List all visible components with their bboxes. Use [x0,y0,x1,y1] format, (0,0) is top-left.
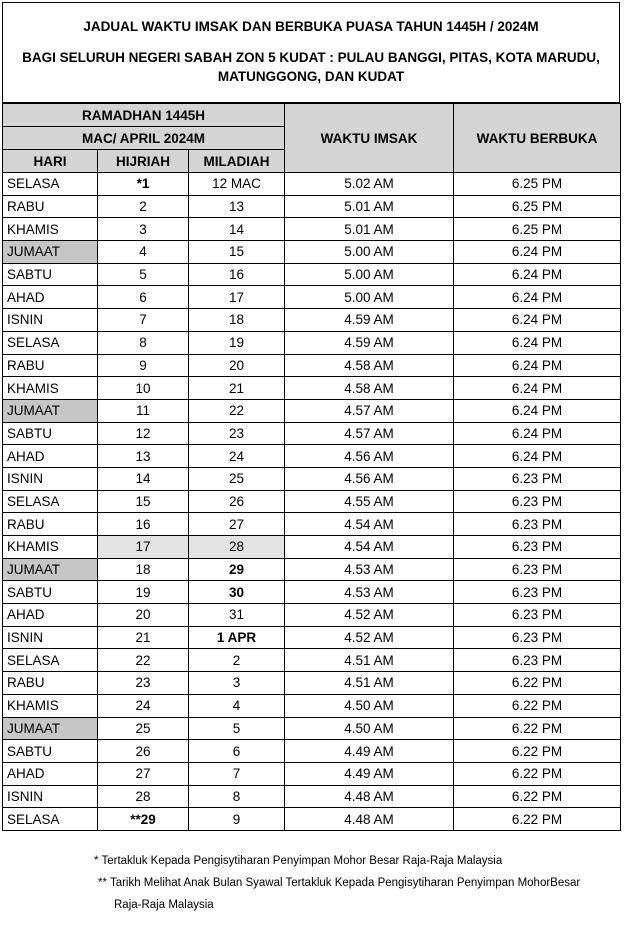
table-row [3,513,621,536]
table-row [3,422,621,445]
schedule-table [2,103,621,831]
cell-berbuka: 6.23 PM [454,467,621,490]
cell-imsak: 4.51 AM [285,672,454,695]
cell-hari: ISNIN [3,626,98,649]
table-row [3,626,621,649]
cell-berbuka: 6.23 PM [454,490,621,513]
table-row [3,785,621,808]
cell-miladiah: 17 [189,286,285,309]
cell-berbuka: 6.23 PM [454,604,621,627]
cell-hijriah: 27 [98,762,189,785]
cell-hari: AHAD [3,445,98,468]
cell-hari: AHAD [3,286,98,309]
cell-berbuka: 6.23 PM [454,581,621,604]
cell-imsak: 4.49 AM [285,762,454,785]
cell-berbuka: 6.23 PM [454,649,621,672]
cell-imsak: 4.54 AM [285,536,454,559]
footnote-2-cont: Raja-Raja Malaysia [114,899,214,911]
cell-imsak: 4.48 AM [285,808,454,831]
cell-imsak: 4.57 AM [285,399,454,422]
table-row [3,536,621,559]
footnote-1: * Tertakluk Kepada Pengisytiharan Penyimpan Mohor Besar Raja-Raja Malaysia [94,855,503,867]
cell-imsak: 4.58 AM [285,354,454,377]
cell-hijriah: 11 [98,399,189,422]
cell-imsak: 4.51 AM [285,649,454,672]
cell-hijriah: 8 [98,331,189,354]
cell-hari: RABU [3,195,98,218]
cell-miladiah: 18 [189,309,285,332]
cell-miladiah: 20 [189,354,285,377]
table-row [3,263,621,286]
table-row [3,694,621,717]
cell-hari: AHAD [3,762,98,785]
cell-berbuka: 6.24 PM [454,422,621,445]
table-row [3,331,621,354]
cell-berbuka: 6.24 PM [454,263,621,286]
greg-label: MAC/ APRIL 2024M [3,127,285,150]
cell-imsak: 4.53 AM [285,581,454,604]
cell-hijriah: *1 [98,173,189,196]
cell-miladiah: 2 [189,649,285,672]
cell-hari: SELASA [3,808,98,831]
cell-hijriah: 18 [98,558,189,581]
cell-hari: KHAMIS [3,377,98,400]
cell-miladiah: 27 [189,513,285,536]
cell-miladiah: 6 [189,740,285,763]
cell-hijriah: 16 [98,513,189,536]
cell-imsak: 5.00 AM [285,263,454,286]
cell-imsak: 5.01 AM [285,195,454,218]
cell-miladiah: 12 MAC [189,173,285,196]
cell-berbuka: 6.22 PM [454,672,621,695]
table-row [3,581,621,604]
cell-imsak: 4.58 AM [285,377,454,400]
cell-berbuka: 6.24 PM [454,377,621,400]
cell-miladiah: 14 [189,218,285,241]
cell-imsak: 4.56 AM [285,467,454,490]
cell-berbuka: 6.23 PM [454,536,621,559]
cell-hari: JUMAAT [3,558,98,581]
cell-imsak: 4.52 AM [285,626,454,649]
table-row [3,467,621,490]
page-subtitle: BAGI SELURUH NEGERI SABAH ZON 5 KUDAT : PULAU BANGGI, PITAS, KOTA MARUDU, MATUNGGONG, DAN KUDAT [22,50,600,84]
col-header-berbuka: WAKTU BERBUKA [454,104,621,173]
cell-hijriah: 13 [98,445,189,468]
cell-hari: SELASA [3,331,98,354]
cell-miladiah: 23 [189,422,285,445]
cell-hari: SABTU [3,263,98,286]
cell-hari: ISNIN [3,309,98,332]
col-header-imsak: WAKTU IMSAK [285,104,454,173]
table-row [3,717,621,740]
cell-berbuka: 6.25 PM [454,218,621,241]
table-row [3,740,621,763]
table-row [3,218,621,241]
cell-berbuka: 6.24 PM [454,399,621,422]
cell-hijriah: 23 [98,672,189,695]
cell-hijriah: 21 [98,626,189,649]
table-row [3,649,621,672]
cell-hari: ISNIN [3,467,98,490]
cell-miladiah: 21 [189,377,285,400]
cell-hijriah: 12 [98,422,189,445]
cell-hijriah: 6 [98,286,189,309]
cell-berbuka: 6.24 PM [454,286,621,309]
cell-hari: AHAD [3,604,98,627]
cell-imsak: 4.49 AM [285,740,454,763]
cell-miladiah: 13 [189,195,285,218]
cell-berbuka: 6.22 PM [454,785,621,808]
page-title: JADUAL WAKTU IMSAK DAN BERBUKA PUASA TAHUN 1445H / 2024M [83,19,539,34]
cell-imsak: 4.56 AM [285,445,454,468]
cell-hari: KHAMIS [3,536,98,559]
cell-hijriah: 28 [98,785,189,808]
cell-miladiah: 31 [189,604,285,627]
cell-hijriah: 15 [98,490,189,513]
cell-hijriah: 25 [98,717,189,740]
cell-imsak: 5.02 AM [285,173,454,196]
cell-hijriah: 3 [98,218,189,241]
col-header-hijriah: HIJRIAH [98,150,189,173]
cell-hijriah: 19 [98,581,189,604]
table-row [3,377,621,400]
cell-hari: KHAMIS [3,694,98,717]
footnotes [2,850,620,916]
table-row [3,558,621,581]
cell-imsak: 4.50 AM [285,694,454,717]
cell-miladiah: 15 [189,241,285,264]
cell-hijriah: 9 [98,354,189,377]
cell-miladiah: 19 [189,331,285,354]
cell-imsak: 4.59 AM [285,309,454,332]
table-row [3,762,621,785]
cell-miladiah: 1 APR [189,626,285,649]
cell-miladiah: 26 [189,490,285,513]
cell-imsak: 4.53 AM [285,558,454,581]
cell-hari: SELASA [3,649,98,672]
cell-berbuka: 6.24 PM [454,241,621,264]
cell-miladiah: 24 [189,445,285,468]
table-row [3,309,621,332]
cell-imsak: 4.50 AM [285,717,454,740]
cell-hari: SABTU [3,740,98,763]
schedule-sheet [2,2,620,831]
cell-berbuka: 6.22 PM [454,717,621,740]
table-row [3,490,621,513]
cell-miladiah: 16 [189,263,285,286]
cell-hijriah: 24 [98,694,189,717]
cell-hijriah: 14 [98,467,189,490]
cell-berbuka: 6.25 PM [454,195,621,218]
cell-berbuka: 6.22 PM [454,740,621,763]
cell-hari: SABTU [3,422,98,445]
cell-imsak: 4.52 AM [285,604,454,627]
table-row [3,173,621,196]
cell-miladiah: 29 [189,558,285,581]
cell-miladiah: 28 [189,536,285,559]
cell-berbuka: 6.23 PM [454,626,621,649]
cell-miladiah: 5 [189,717,285,740]
footnote-2: ** Tarikh Melihat Anak Bulan Syawal Tertakluk Kepada Pengisytiharan Penyimpan MohorBesar [98,877,581,889]
cell-hijriah: 17 [98,536,189,559]
cell-berbuka: 6.24 PM [454,331,621,354]
cell-hari: RABU [3,354,98,377]
table-row [3,354,621,377]
cell-imsak: 4.55 AM [285,490,454,513]
table-row [3,399,621,422]
table-row [3,445,621,468]
cell-imsak: 5.00 AM [285,286,454,309]
table-row [3,195,621,218]
table-row [3,604,621,627]
cell-hari: RABU [3,672,98,695]
cell-berbuka: 6.22 PM [454,694,621,717]
cell-hijriah: 5 [98,263,189,286]
cell-hijriah: 26 [98,740,189,763]
cell-hari: SELASA [3,490,98,513]
cell-miladiah: 25 [189,467,285,490]
cell-imsak: 4.48 AM [285,785,454,808]
cell-hijriah: 22 [98,649,189,672]
cell-hari: JUMAAT [3,241,98,264]
table-row [3,808,621,831]
cell-imsak: 4.54 AM [285,513,454,536]
cell-hijriah: 4 [98,241,189,264]
cell-miladiah: 4 [189,694,285,717]
cell-imsak: 5.01 AM [285,218,454,241]
cell-berbuka: 6.23 PM [454,513,621,536]
cell-imsak: 4.57 AM [285,422,454,445]
cell-hijriah: 20 [98,604,189,627]
cell-hijriah: 2 [98,195,189,218]
header-box [2,2,620,103]
col-header-miladiah: MILADIAH [189,150,285,173]
cell-imsak: 4.59 AM [285,331,454,354]
cell-imsak: 5.00 AM [285,241,454,264]
cell-berbuka: 6.24 PM [454,309,621,332]
cell-hari: SELASA [3,173,98,196]
cell-hari: JUMAAT [3,717,98,740]
schedule-body [3,173,621,831]
cell-hari: ISNIN [3,785,98,808]
cell-miladiah: 30 [189,581,285,604]
col-header-hari: HARI [3,150,98,173]
cell-miladiah: 22 [189,399,285,422]
month-label: RAMADHAN 1445H [3,104,285,127]
cell-berbuka: 6.24 PM [454,445,621,468]
table-row [3,241,621,264]
cell-hari: KHAMIS [3,218,98,241]
cell-miladiah: 9 [189,808,285,831]
cell-berbuka: 6.23 PM [454,558,621,581]
cell-hijriah: **29 [98,808,189,831]
cell-berbuka: 6.22 PM [454,762,621,785]
cell-hari: JUMAAT [3,399,98,422]
cell-miladiah: 8 [189,785,285,808]
table-row [3,286,621,309]
cell-hijriah: 10 [98,377,189,400]
cell-hari: RABU [3,513,98,536]
cell-berbuka: 6.24 PM [454,354,621,377]
cell-hari: SABTU [3,581,98,604]
cell-berbuka: 6.22 PM [454,808,621,831]
cell-berbuka: 6.25 PM [454,173,621,196]
table-row [3,672,621,695]
cell-miladiah: 3 [189,672,285,695]
cell-hijriah: 7 [98,309,189,332]
cell-miladiah: 7 [189,762,285,785]
